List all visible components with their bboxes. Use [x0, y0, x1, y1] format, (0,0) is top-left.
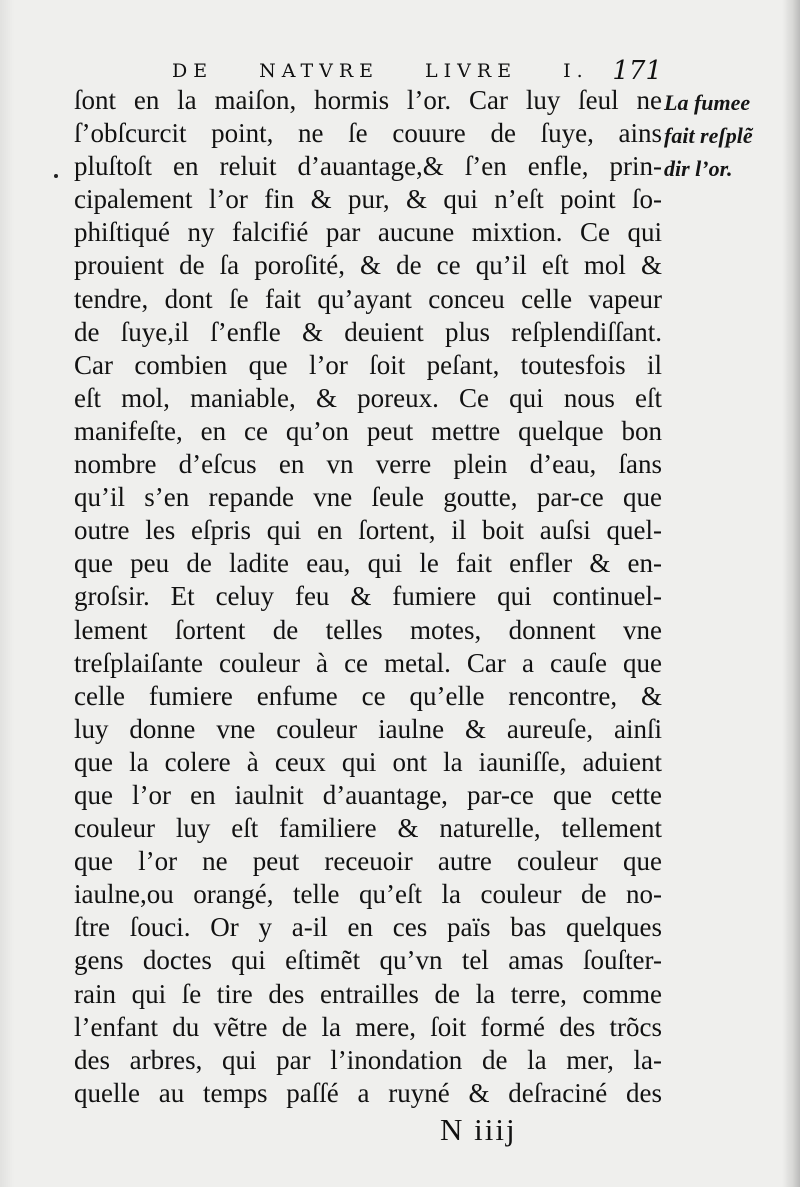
body-text [62, 84, 662, 1110]
margin-note [664, 86, 794, 185]
text-line: tendre, dont ſe fait qu’ayant conceu celle vapeur [74, 283, 662, 314]
text-line: phiſtiqué ny falcifié par aucune mixtion. Ce qui [74, 217, 662, 248]
text-line: des arbres, qui par l’inondation de la mer, la- [74, 1044, 662, 1075]
text-line: eſt mol, maniable, & poreux. Ce qui nous eſt [74, 382, 662, 413]
text-line: quelle au temps paſſé a ruyné & deſraciné des [74, 1077, 662, 1108]
signature-mark: N iiij [440, 1112, 517, 1147]
text-line: que l’or ne peut receuoir autre couleur que [74, 846, 662, 877]
printer-dot-mark [54, 174, 58, 178]
page-gutter-shadow [0, 0, 14, 1187]
text-line: rain qui ſe tire des entrailles de la terre, comme [74, 978, 662, 1009]
margin-note-line: dir l’or. [664, 156, 733, 181]
text-line: que peu de ladite eau, qui le fait enfler & en- [74, 548, 662, 579]
text-line: lement ſortent de telles motes, donnent vne [74, 614, 662, 645]
text-line: celle fumiere enfume ce qu’elle rencontre, & [74, 680, 662, 711]
text-line: Car combien que l’or ſoit peſant, toutesfois il [74, 349, 662, 380]
text-line: que l’or en iaulnit d’auantage, par-ce que cette [74, 779, 662, 810]
text-line: outre les eſpris qui en ſortent, il boit auſsi quel- [74, 515, 662, 546]
text-line: ſont en la maiſon, hormis l’or. Car luy ſeul ne [74, 85, 662, 115]
text-line: ſ’obſcurcit point, ne ſe couure de ſuye, ains [74, 118, 662, 149]
text-line: de ſuye,il ſ’enfle & deuient plus reſplendiſſant. [74, 316, 662, 347]
margin-note-line: La fumee [664, 90, 751, 115]
text-line: nombre d’eſcus en vn verre plein d’eau, ſans [74, 449, 662, 480]
text-line: manifeſte, en ce qu’on peut mettre quelque bon [74, 415, 662, 446]
text-line: que la colere à ceux qui ont la iauniſſe, aduient [74, 746, 662, 777]
text-line: l’enfant du vẽtre de la mere, ſoit formé des trõcs [74, 1011, 662, 1042]
running-title: DE NATVRE LIVRE I. [172, 60, 589, 82]
text-line: pluſtoſt en reluit d’auantage,& ſ’en enfle, prin- [74, 151, 662, 182]
text-line: groſsir. Et celuy feu & fumiere qui continuel- [74, 581, 662, 612]
text-line: iaulne,ou orangé, telle qu’eſt la couleur de no- [74, 879, 662, 910]
text-line: ſtre ſouci. Or y a-il en ces païs bas quelques [74, 912, 662, 943]
text-line: qu’il s’en repande vne ſeule goutte, par-ce que [74, 482, 662, 513]
text-line: treſplaiſante couleur à ce metal. Car a cauſe que [74, 647, 662, 678]
page-number: 171 [612, 56, 662, 86]
text-line: gens doctes qui eſtimẽt qu’vn tel amas ſouſter- [74, 945, 662, 976]
text-line: cipalement l’or fin & pur, & qui n’eſt point ſo- [74, 184, 662, 215]
text-line: couleur luy eſt familiere & naturelle, tellement [74, 813, 662, 844]
margin-note-line: fait reſplẽ [664, 123, 753, 148]
text-line: luy donne vne couleur iaulne & aureuſe, ainſi [74, 713, 662, 744]
text-line: prouient de ſa poroſité, & de ce qu’il eſt mol & [74, 250, 662, 281]
